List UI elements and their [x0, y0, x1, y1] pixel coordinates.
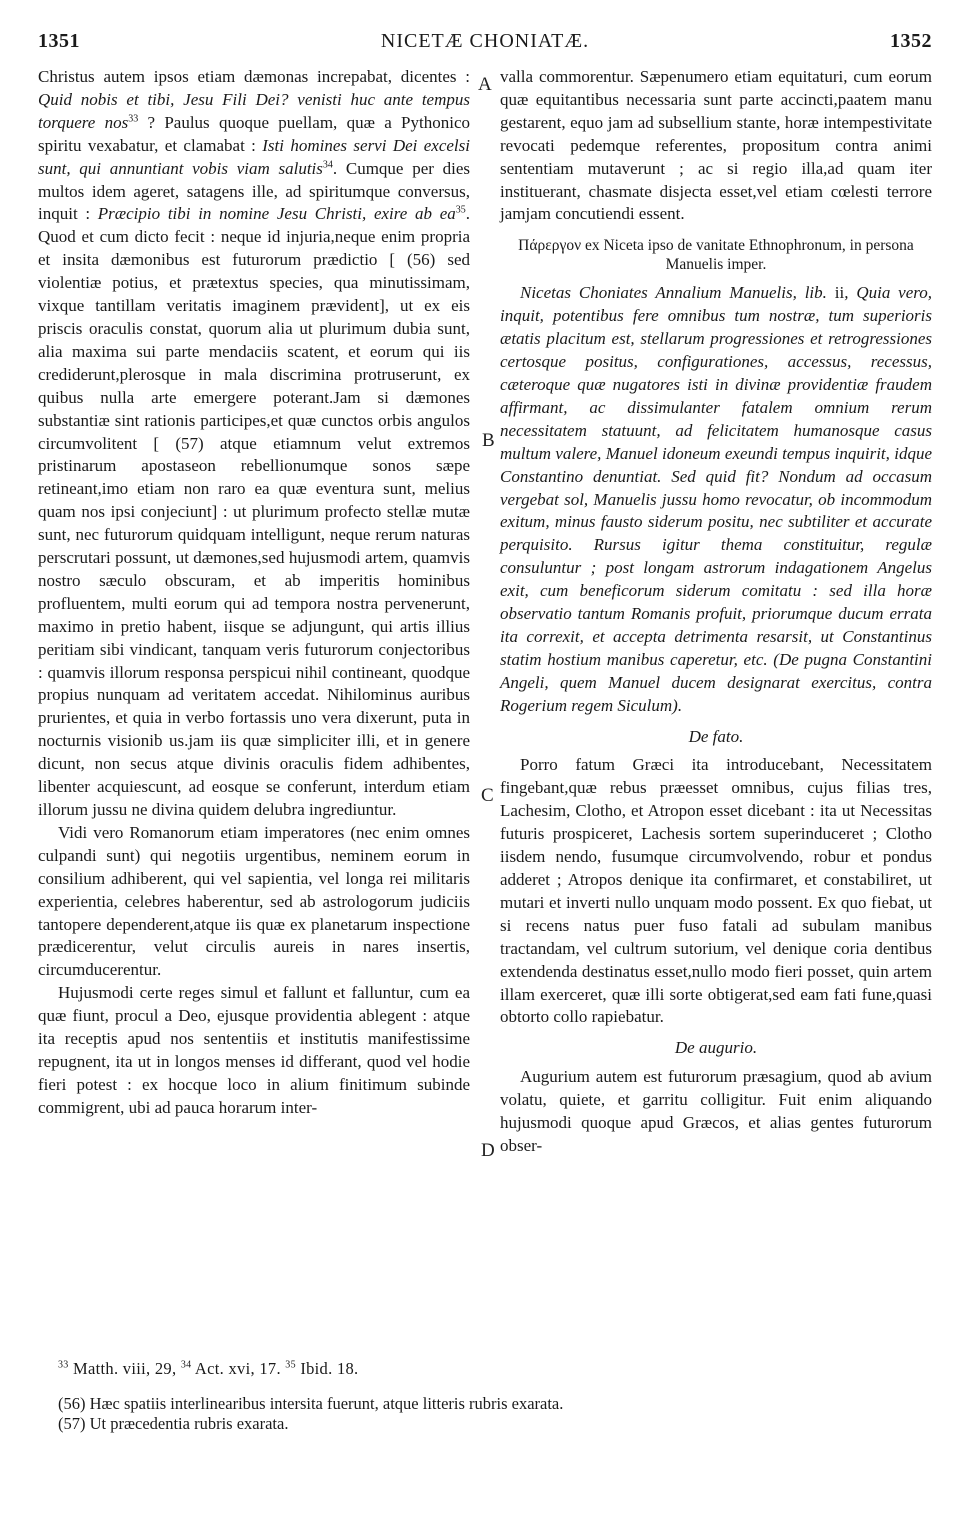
- reference-text: Ibid. 18.: [295, 1359, 359, 1378]
- book-number: ii: [834, 283, 845, 303]
- reference-text: Matth. viii, 29,: [68, 1359, 181, 1378]
- reference-text: Act. xvi, 17.: [191, 1359, 286, 1378]
- page-number-left: 1351: [38, 30, 80, 52]
- left-paragraph-3: Hujusmodi certe reges simul et fallunt et falluntur, cum ea quæ fiunt, procul a Deo, ejusque providentia ablegent : atque ita receptis apud nos sententiis et institutis manifestissime repugnent, ita ut in longos menses id differant, quod vel hodie fieri potest : ex hocque loco in alium finitimum subinde commigrent, ubi ad pauca horarum inter-: [38, 983, 470, 1117]
- ref-marker: 35: [455, 204, 466, 216]
- scripture-quote: Isti homines servi Dei excelsi sunt, qui annuntiant vobis viam salutis: [38, 135, 470, 178]
- ref-number: 34: [180, 1359, 192, 1371]
- page-number-right: 1352: [890, 30, 932, 52]
- ref-number: 33: [58, 1359, 69, 1371]
- right-paragraph-3: Augurium autem est futurorum præsagium, quod ab avium volatu, quiete, et garritu colligitur. Fuit enim aliquando hujusmodi quoque apud Græcos, et alias gentes futurorum obser-: [500, 1067, 932, 1155]
- margin-letter-c: C: [481, 785, 494, 806]
- scripture-quote: Præcipio tibi in nomine Jesu Christi, exire ab ea: [97, 204, 456, 224]
- left-column: [38, 66, 470, 1120]
- text-segment: . Quod et cum dicto fecit : neque id injuria,neque enim propria et insita dæmonibus est futurorum prædictio [ (56) sed violentiæ potius, et prætextus species, qua minutissimam, vixque tantillam veritatis imaginem prævident], ut ex eis priscis oraculis constat, quorum alia ut plurimum dubia sunt, alia maxima sui parte mendaciis scatent, et eorum qui iis crediderunt,plerosque in mala discrimina protruserunt, ex quibus nulla arte emergere poterant.Jam si dæmones substantiæ sint rationis participes,et quæ cunctos orbis angulos circumvolitent [ (57) atque etiamnum velut extremos pristinarum apostaseon rebellionumque sonos sæpe retineant,imo etiam non raro ea quæ eventura sunt, melius quam nos ipsi conjeciunt] : ut plurimum profecto stellæ mutæ sunt, nec futurorum quidquam intelligunt, neque rerum naturas perscrutari possunt, ut dæmones,sed hujusmodi artem, quamvis nostro sæculo obscuram, et ab imperitis hominibus profluentem, multi eorum qui ad tempora nostra pervenerunt, maximo in pretio habent, iisque se adjungunt, qui artis illius peritiam sibi vindicant, tanquam veris futurorum conjectoribus : quamvis illorum responsa perspicui nihil contineant, quodque propius nunquam ad veritatem accedat. Nihilominus auribus prurientes, et quia in verbo fortassis uno vera dixerunt, puta in nocturnis visionib us.jam iis quæ simpliciter illi, et in genere dicunt, non secus atque divinis oraculis fidem adhibentes, libenter acquiescunt, ad eosque se conferunt, interdum etiam illorum jussu ne divina quidem delubra ingrediuntur.: [38, 204, 470, 819]
- footnote: (57) Ut præcedentia rubris exarata.: [58, 1414, 289, 1433]
- right-column: [500, 66, 932, 1158]
- ref-marker: 34: [322, 158, 333, 170]
- footnote: (56) Hæc spatiis interlinearibus intersita fuerunt, atque litteris rubris exarata.: [58, 1394, 564, 1413]
- text-segment: ? Paulus quoque puellam, quæ a Pythonico spiritu vexabatur, et clamabat :: [38, 112, 470, 155]
- section-heading-parergon: Πάρεργον ex Niceta ipso de vanitate Ethnophronum, in persona Manuelis imper.: [518, 237, 914, 274]
- section-heading-de-fato: De fato.: [688, 726, 744, 746]
- margin-letter-d: D: [481, 1140, 495, 1161]
- text-segment: Christus autem ipsos etiam dæmonas increpabat, dicentes :: [38, 67, 470, 86]
- footnotes: [58, 1394, 563, 1434]
- left-paragraph-2: Vidi vero Romanorum etiam imperatores (nec enim omnes culpandi sunt) qui negotiis urgentibus, neminem eorum in consilium adhiberent, qui vel sapientia, vel longa rei militaris experientia, celebres haberentur, sed ab astrologorum judiciis tantopere dependerent,atque iis quæ ex planetarum inspectione prædicerentur, velut circulis aureis in nares insertis, circumducerentur.: [38, 822, 470, 980]
- left-paragraph-1: [38, 66, 470, 822]
- text-segment: Nicetas Choniates Annalium Manuelis, lib.: [520, 283, 835, 303]
- scripture-references: [58, 1359, 359, 1379]
- margin-letter-b: B: [482, 430, 495, 451]
- running-title: NICETÆ CHONIATÆ.: [380, 30, 590, 52]
- section-heading-de-augurio: De augurio.: [674, 1038, 758, 1058]
- page-header: [38, 30, 932, 58]
- right-paragraph-1: valla commorentur. Sæpenumero etiam equitaturi, cum eorum quæ equitantibus necessaria sunt parte accincti,paatem manu gestarent, equo jam ad subsellium stante, horæ intempestivitate revocati pedemque referentes, propositum contra animi sententiam mutaverunt ; ac si regio illa,ad quam iter instituerant, chasmate disjecta esset,vel etiam cœlesti terrore jamjam concutiendi essent.: [500, 67, 932, 224]
- ref-number: 35: [285, 1359, 296, 1371]
- scripture-quote: Quid nobis et tibi, Jesu Fili Dei? venisti huc ante tempus torquere nos: [38, 89, 470, 132]
- right-paragraph-2: Porro fatum Græci ita introducebant, Necessitatem fingebant,quæ rebus præesset omnibus, cujus filias tres, Lachesim, Clotho, et Atropon esset dicebant : ita ut Necessitas futuris prospiceret, Lachesis sortem superinduceret ; Clotho iisdem nendo, fusumque circumvolvendo, robur et pondus adderet ; Atropos denique ita confirmaret, et constabiliret, ut mutari et inverti nullo unquam modo possent. Ex quo fiebat, ut si recens natus puer fuso fatali ad subulam manibus tractandam, vel cultrum sutorium, vel denique coria dentibus extendenda destinatus esset,nullo modo fieri posset, quin artem illam exerceret, quæ illi sorte obtigerat,sed eam fati fune,quasi obtorto collo rapiebatur.: [500, 755, 932, 1027]
- text-segment: . Cumque per dies multos idem ageret, satagens ille, ad spiritumque conversus, inquit :: [38, 158, 471, 224]
- ref-marker: 33: [128, 113, 139, 125]
- text-segment: , Quia vero, inquit, potentibus fere omnibus tum nostræ, tum superioris ætatis placitum est, stellarum progressiones et retrogressiones certosque positus, configurationes, accessus, recessus, cæteroque quæ nugatores isti in divinæ providentiæ fraudem affirmant, ac dissimulanter fatalem omnium rerum necessitatem statuunt, ad felicitatem humanosque casus multum valere, Manuel idoneum exeundi tempus inquirit, idque Constantino denuntiat. Sed quid fit? Nondum ad occasum vergebat sol, Manuelis jussu homo revocatur, ob incommodum exitum, minus fausto siderum positu, nec subtiliter et accurate perquisito. Rursus igitur thema constituitur, regulæ consuluntur ; post longam astrorum indagationem Angelus exit, cum beneficorum siderum comitatu : sed illa horæ observatio tantum Romanis profuit, priorumque ducum errata ita correxit, et accepta detrimenta resarsit, ut Constantinus statim hostium manibus caperetur, etc. (De pugna Constantini Angeli, quem Manuel ducem designarat exercitus, contra Rogerium regem Siculum).: [500, 283, 932, 715]
- quoted-passage: [500, 282, 932, 717]
- margin-letter-a: A: [478, 74, 492, 95]
